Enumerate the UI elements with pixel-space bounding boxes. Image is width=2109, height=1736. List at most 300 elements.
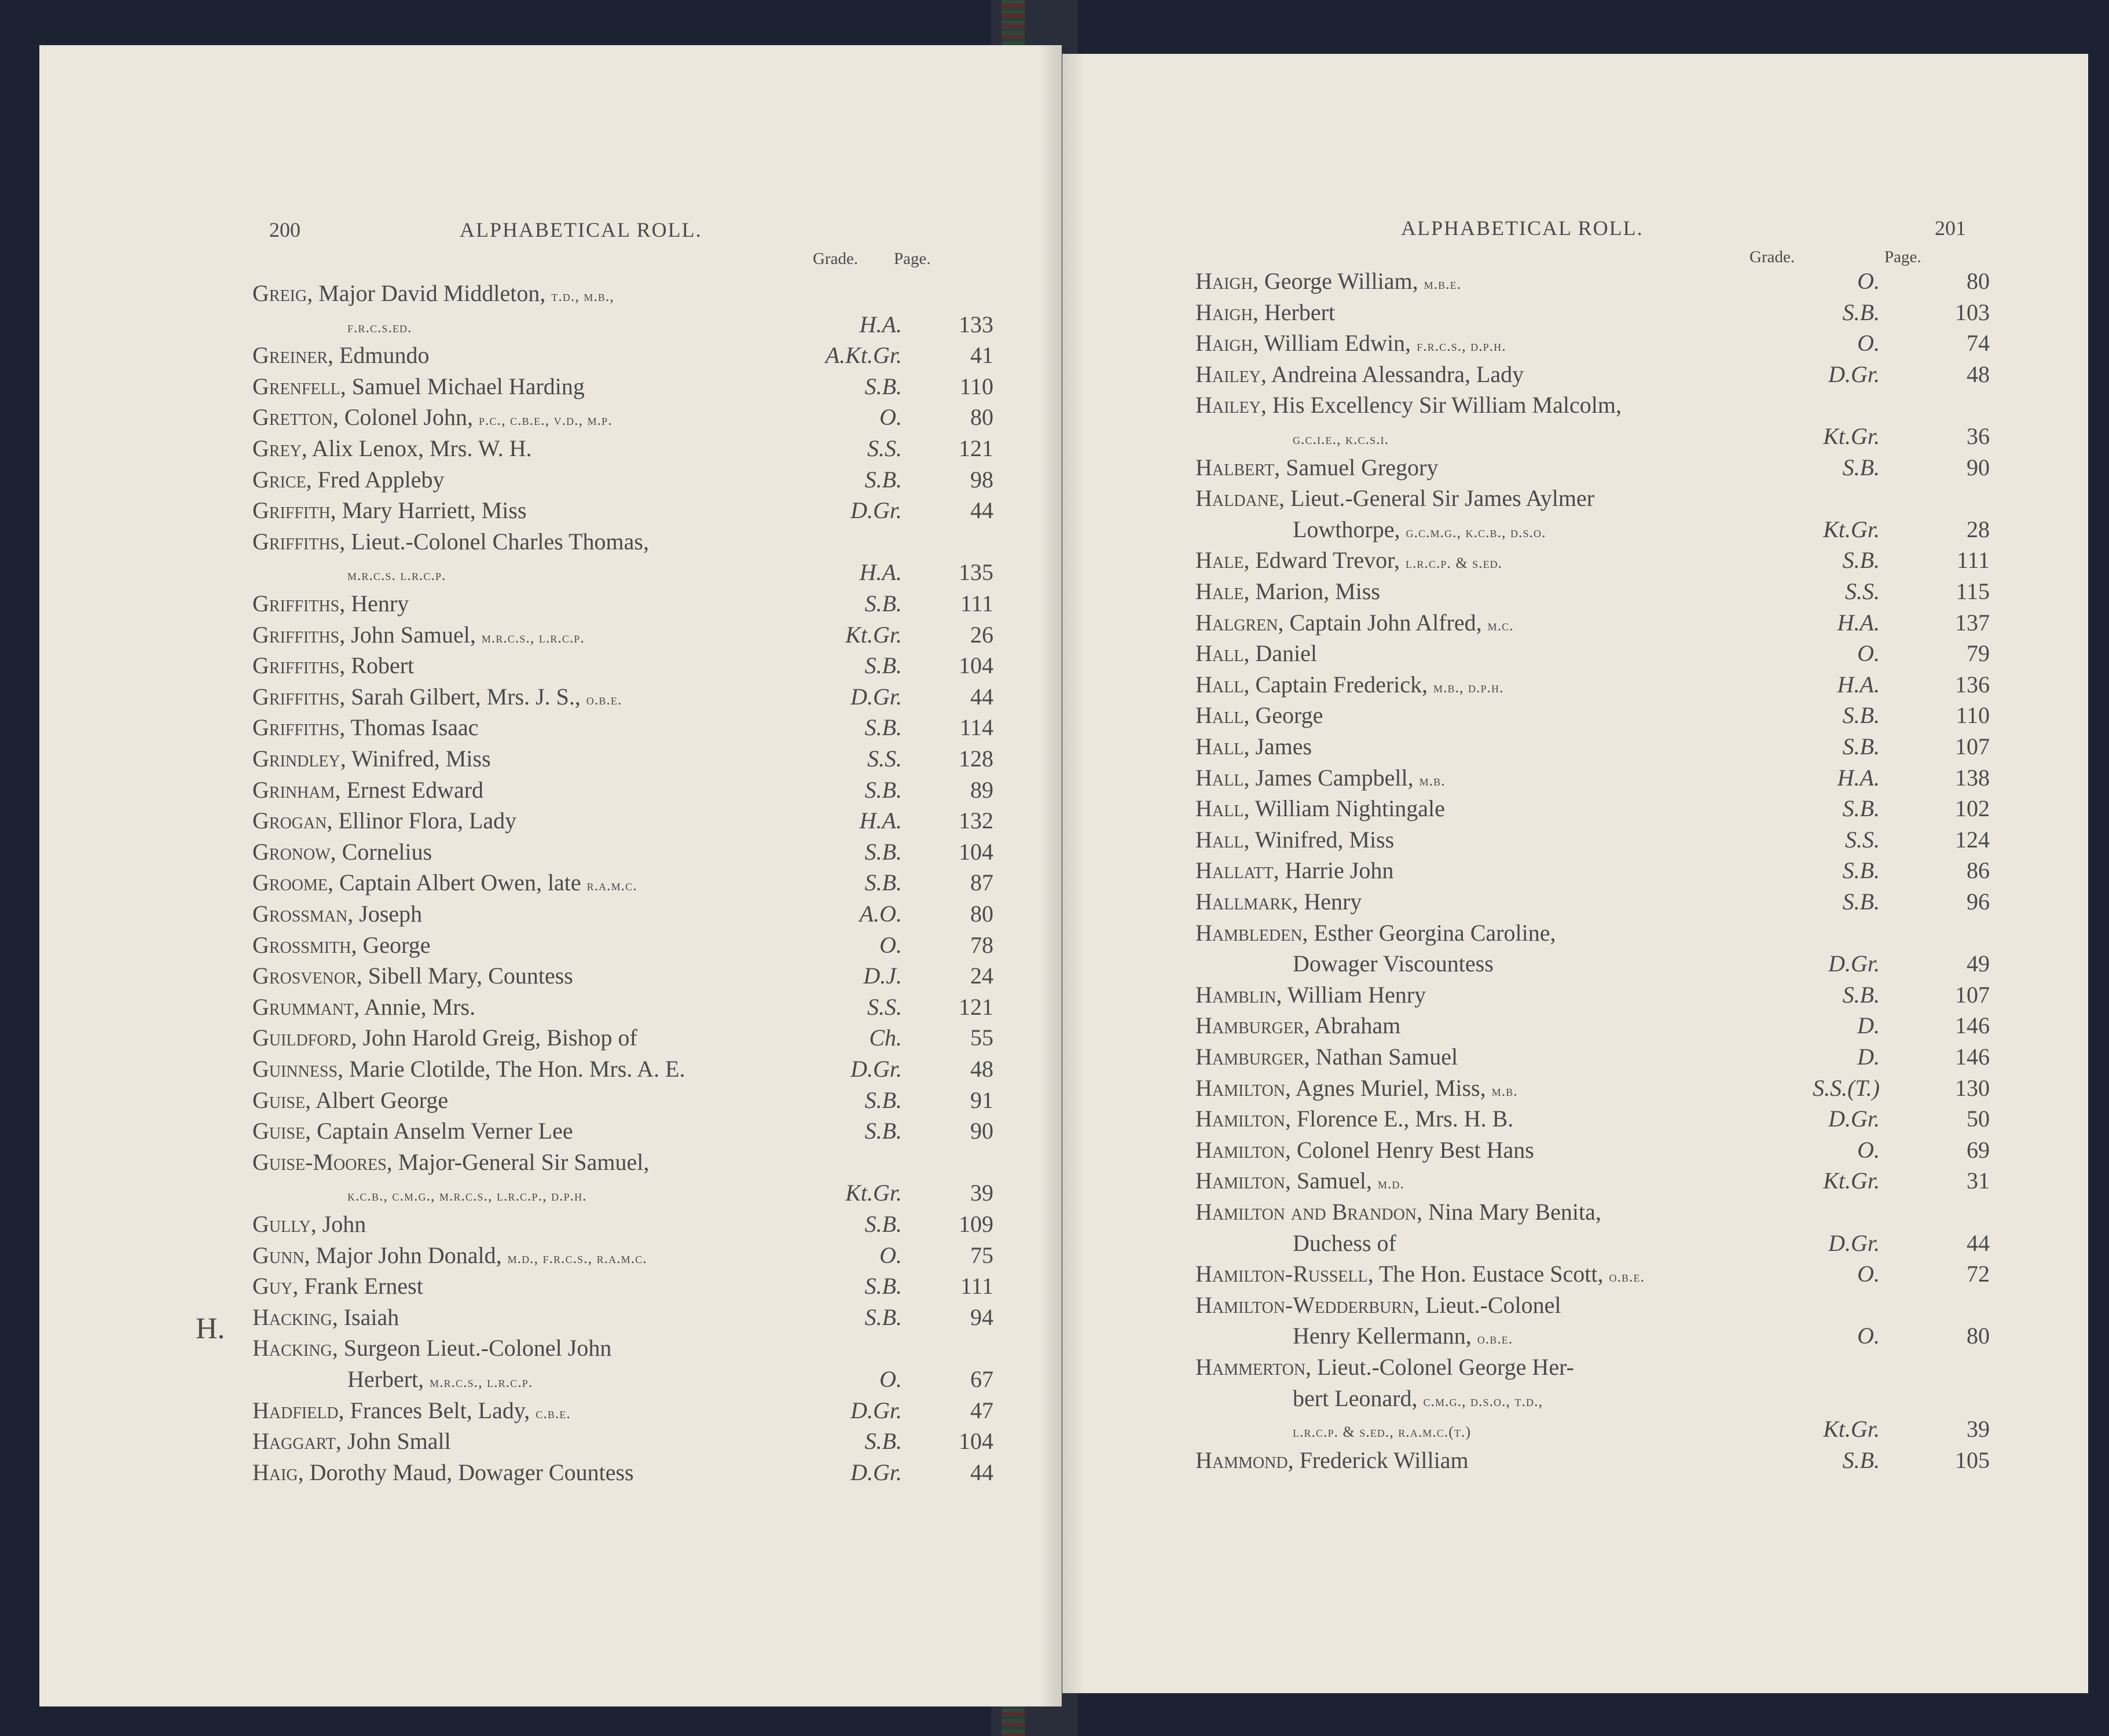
entry-qualifications: l.r.c.p. & s.ed. xyxy=(1405,555,1503,572)
entry-name xyxy=(252,992,475,1022)
entry-qualifications: m.c. xyxy=(1487,616,1514,634)
entry-row xyxy=(1062,700,2088,731)
entry-surname: Griffiths, xyxy=(252,528,346,555)
entry-row xyxy=(1062,328,2088,358)
entry-name xyxy=(1195,545,1502,578)
entry-page: 90 xyxy=(1967,454,1990,480)
entry-name xyxy=(1195,1010,1400,1041)
entry-surname: Hall, xyxy=(1195,795,1250,822)
entry-row xyxy=(1062,1165,2088,1196)
entry-grade: S.S. xyxy=(867,993,902,1020)
entry-page: 47 xyxy=(970,1397,993,1423)
entry-name xyxy=(1293,421,1389,454)
entry-given-names: Thomas Isaac xyxy=(345,714,479,741)
entry-grade: S.S. xyxy=(867,435,902,461)
entry-grade: S.B. xyxy=(1842,547,1880,574)
entry-given-names: William Henry xyxy=(1282,981,1426,1008)
entry-grade: S.B. xyxy=(1842,454,1880,480)
entry-page: 50 xyxy=(1967,1106,1990,1132)
entry-name xyxy=(1195,1197,1601,1227)
entry-row xyxy=(1062,359,2088,390)
entry-given-names: Henry Kellermann, xyxy=(1293,1323,1477,1349)
entry-grade: A.O. xyxy=(859,901,902,927)
entry-given-names: William Edwin, xyxy=(1258,330,1417,357)
entry-row xyxy=(39,309,1062,340)
entry-surname: Griffiths, xyxy=(252,621,346,648)
entry-given-names: Lieut.-Colonel George Her- xyxy=(1311,1354,1574,1380)
entry-qualifications: k.c.b., c.m.g., m.r.c.s., l.r.c.p., d.p.h. xyxy=(347,1187,587,1205)
entry-given-names: Marie Clotilde, The Hon. Mrs. A. E. xyxy=(343,1056,685,1082)
entry-given-names: Herbert, xyxy=(347,1366,430,1392)
entry-given-names: Cornelius xyxy=(336,838,432,865)
entry-surname: Guy, xyxy=(252,1273,299,1300)
entry-qualifications: m.b. xyxy=(1491,1082,1518,1099)
entry-name xyxy=(252,1054,685,1084)
entry-surname: Hall, xyxy=(1195,764,1250,791)
entry-row xyxy=(39,1177,1062,1208)
entry-surname: Haig, xyxy=(252,1459,304,1485)
entry-row xyxy=(1062,266,2088,296)
entry-name xyxy=(252,1395,571,1429)
entry-surname: Guise-Moores, xyxy=(252,1148,393,1175)
entry-row xyxy=(39,992,1062,1022)
entry-surname: Hamilton, xyxy=(1195,1168,1291,1194)
entry-page: 44 xyxy=(970,683,993,710)
entry-given-names: Winifred, Miss xyxy=(1249,826,1395,853)
entry-row xyxy=(39,712,1062,743)
entry-row xyxy=(1062,1320,2088,1351)
entry-name xyxy=(1195,762,1446,796)
entry-given-names: Samuel, xyxy=(1290,1168,1378,1194)
entry-given-names: Edmundo xyxy=(333,342,430,369)
entry-given-names: Esther Georgina Caroline, xyxy=(1308,919,1556,946)
entry-qualifications: g.c.i.e., k.c.s.i. xyxy=(1293,431,1389,447)
entry-grade: O. xyxy=(879,931,902,958)
entry-name xyxy=(1195,1135,1534,1165)
entry-surname: Grosvenor, xyxy=(252,963,362,989)
entry-name xyxy=(252,1271,423,1301)
entry-given-names: Samuel Michael Harding xyxy=(346,373,585,399)
entry-page: 132 xyxy=(959,808,993,834)
entry-given-names: Henry xyxy=(345,590,409,616)
entry-name xyxy=(252,495,527,526)
entry-page: 98 xyxy=(970,466,993,493)
entry-name xyxy=(252,1085,448,1115)
entry-page: 104 xyxy=(959,1428,993,1455)
entry-page: 44 xyxy=(970,1459,993,1485)
entry-given-names: Frank Ernest xyxy=(298,1273,423,1300)
entry-row xyxy=(39,464,1062,495)
entry-grade: S.B. xyxy=(1842,299,1880,325)
entry-name xyxy=(1195,1258,1645,1292)
entry-row xyxy=(1062,886,2088,917)
entry-grade: D.J. xyxy=(863,963,902,989)
entry-name xyxy=(252,1209,366,1239)
entry-page: 86 xyxy=(1967,857,1990,884)
entry-page: 109 xyxy=(959,1211,993,1237)
entry-name xyxy=(252,619,585,653)
entry-given-names: Sarah Gilbert, Mrs. J. S., xyxy=(345,683,586,710)
entry-qualifications: m.r.c.s., l.r.c.p. xyxy=(430,1374,533,1390)
entry-page: 128 xyxy=(959,746,993,772)
entry-name xyxy=(1195,979,1426,1010)
entry-grade: S.B. xyxy=(1842,889,1880,915)
entry-row xyxy=(1062,1073,2088,1103)
entry-grade: H.A. xyxy=(859,311,902,337)
entry-page: 80 xyxy=(970,901,993,927)
entry-surname: Greiner, xyxy=(252,342,333,369)
entry-row xyxy=(1062,1010,2088,1041)
entry-row xyxy=(1062,390,2088,420)
entry-grade: S.B. xyxy=(1842,733,1880,759)
entry-name xyxy=(1195,1445,1469,1476)
entry-name xyxy=(1195,297,1335,328)
entry-given-names: Samuel Gregory xyxy=(1280,454,1439,480)
entry-page: 107 xyxy=(1955,733,1990,759)
entry-surname: Hamilton, xyxy=(1195,1136,1291,1163)
entry-surname: Grogan, xyxy=(252,808,333,834)
entry-page: 133 xyxy=(959,311,993,337)
entry-given-names: Annie, Mrs. xyxy=(360,993,476,1020)
entry-page: 49 xyxy=(1967,950,1990,977)
entry-name xyxy=(252,1115,573,1146)
entry-row xyxy=(1062,762,2088,793)
entry-page: 39 xyxy=(1967,1416,1990,1443)
entry-grade: S.B. xyxy=(864,714,902,741)
entry-surname: Haldane, xyxy=(1195,485,1285,512)
entry-row xyxy=(39,588,1062,619)
entry-given-names: Daniel xyxy=(1249,640,1317,667)
entry-qualifications: o.b.e. xyxy=(1609,1268,1645,1286)
entry-grade: D.Gr. xyxy=(850,1397,902,1423)
entry-row xyxy=(39,371,1062,402)
entry-grade: S.B. xyxy=(1842,1447,1880,1473)
entry-page: 44 xyxy=(970,497,993,524)
entry-grade: O. xyxy=(1857,268,1880,294)
entry-surname: Gretton, xyxy=(252,404,339,431)
entry-page: 135 xyxy=(959,559,993,586)
entry-grade: S.B. xyxy=(864,466,902,493)
entry-surname: Haigh, xyxy=(1195,268,1259,294)
entry-name xyxy=(252,433,532,464)
entry-page: 146 xyxy=(1955,1044,1990,1070)
entry-name xyxy=(1293,1414,1471,1447)
entry-grade: S.B. xyxy=(864,1304,902,1330)
entry-name xyxy=(252,1426,451,1456)
entry-name xyxy=(252,1022,637,1053)
entry-page: 114 xyxy=(959,714,993,741)
entry-given-names: Major David Middleton, xyxy=(313,280,552,306)
entry-surname: Haggart, xyxy=(252,1428,342,1455)
entry-surname: Griffith, xyxy=(252,497,336,524)
entry-row xyxy=(39,340,1062,370)
entry-row xyxy=(39,867,1062,898)
entry-page: 103 xyxy=(1955,299,1990,325)
entry-grade: D.Gr. xyxy=(850,1459,902,1485)
entry-name xyxy=(252,402,612,435)
entry-name xyxy=(252,1457,634,1488)
entry-given-names: Agnes Muriel, Miss, xyxy=(1290,1074,1492,1101)
entry-name xyxy=(252,588,409,619)
entry-given-names: George William, xyxy=(1258,268,1424,294)
entry-name xyxy=(1195,638,1317,669)
entry-surname: Hamburger, xyxy=(1195,1044,1310,1070)
entry-grade: O. xyxy=(1857,1323,1880,1349)
entry-page: 94 xyxy=(970,1304,993,1330)
entry-surname: Hall, xyxy=(1195,733,1250,759)
entry-page: 80 xyxy=(1967,268,1990,294)
entry-page: 75 xyxy=(970,1242,993,1268)
entry-row xyxy=(39,898,1062,929)
entry-row xyxy=(39,433,1062,464)
entry-qualifications: m.r.c.s. l.r.c.p. xyxy=(347,567,446,584)
entry-given-names: Mary Harriett, Miss xyxy=(336,497,527,524)
page-number: 200 xyxy=(269,218,300,241)
entry-name xyxy=(1195,1041,1458,1072)
entry-surname: Haigh, xyxy=(1195,330,1259,357)
entry-name xyxy=(252,371,585,402)
entry-surname: Halbert, xyxy=(1195,454,1281,480)
entry-name xyxy=(1293,1320,1513,1354)
entry-surname: Guinness, xyxy=(252,1056,344,1082)
entry-surname: Grossman, xyxy=(252,901,354,927)
entry-grade: Kt.Gr. xyxy=(1823,423,1880,449)
entry-page: 80 xyxy=(970,404,993,431)
entry-row xyxy=(1062,1228,2088,1258)
entry-page: 107 xyxy=(1955,981,1990,1008)
entry-qualifications: t.d., m.b., xyxy=(551,288,614,304)
entry-surname: Griffiths, xyxy=(252,683,346,710)
entry-page: 91 xyxy=(970,1087,993,1113)
entry-grade: D. xyxy=(1857,1012,1880,1039)
entry-grade: A.Kt.Gr. xyxy=(825,342,902,369)
entry-page: 121 xyxy=(959,435,993,461)
entry-page: 44 xyxy=(1967,1229,1990,1256)
entry-page: 55 xyxy=(970,1025,993,1051)
entry-name xyxy=(1293,1228,1396,1258)
entry-name xyxy=(1195,855,1393,886)
entry-grade: O. xyxy=(1857,1136,1880,1163)
entry-given-names: Surgeon Lieut.-Colonel John xyxy=(338,1335,612,1361)
entry-name xyxy=(347,557,446,590)
entry-name xyxy=(1195,824,1394,855)
entry-row xyxy=(1062,979,2088,1010)
entry-given-names: Captain Frederick, xyxy=(1249,671,1434,698)
entry-page: 104 xyxy=(959,838,993,865)
entry-row xyxy=(39,526,1062,557)
entry-given-names: bert Leonard, xyxy=(1293,1385,1424,1411)
entry-surname: Hallmark, xyxy=(1195,889,1299,915)
entry-given-names: Fred Appleby xyxy=(311,466,445,493)
entry-given-names: Abraham xyxy=(1310,1012,1401,1039)
entry-surname: Hamblin, xyxy=(1195,981,1282,1008)
entry-given-names: Albert George xyxy=(311,1087,449,1113)
entry-given-names: Joseph xyxy=(353,901,423,927)
entry-name xyxy=(1195,886,1362,917)
entry-grade: S.B. xyxy=(864,838,902,865)
entry-page: 36 xyxy=(1967,423,1990,449)
entry-name xyxy=(252,898,422,929)
entry-given-names: Isaiah xyxy=(338,1304,399,1330)
entry-name xyxy=(252,712,479,743)
entry-surname: Hamilton, xyxy=(1195,1074,1291,1101)
entry-surname: Hall, xyxy=(1195,702,1250,729)
entry-row xyxy=(39,775,1062,805)
entry-surname: Hadfield, xyxy=(252,1397,344,1423)
entry-name xyxy=(1195,266,1461,299)
entry-name xyxy=(1195,359,1524,390)
entry-grade: S.B. xyxy=(1842,981,1880,1008)
entry-surname: Groome, xyxy=(252,869,334,896)
column-header-grade: Grade. xyxy=(1749,248,1795,266)
entry-name xyxy=(252,1302,399,1333)
entry-qualifications: f.r.c.s., d.p.h. xyxy=(1417,337,1506,355)
entry-surname: Hailey, xyxy=(1195,392,1267,419)
entry-name xyxy=(1195,917,1556,948)
entry-given-names: Florence E., Mrs. H. B. xyxy=(1290,1106,1514,1132)
entry-grade: H.A. xyxy=(1837,671,1880,698)
entry-grade: S.S. xyxy=(867,746,902,772)
entry-surname: Guise, xyxy=(252,1118,311,1144)
entry-page: 111 xyxy=(960,590,993,616)
entry-grade: D.Gr. xyxy=(1828,950,1880,977)
entry-grade: S.B. xyxy=(864,776,902,803)
entry-row xyxy=(39,743,1062,774)
entry-surname: Hall, xyxy=(1195,640,1250,667)
entry-name xyxy=(252,867,637,901)
entry-grade: O. xyxy=(879,1366,902,1392)
entry-name xyxy=(1293,514,1546,548)
entry-grade: S.B. xyxy=(864,1118,902,1144)
entry-name xyxy=(347,1364,533,1397)
entry-surname: Grummant, xyxy=(252,993,360,1020)
entry-row xyxy=(1062,607,2088,638)
entry-given-names: Ellinor Flora, Lady xyxy=(332,808,517,834)
entry-name xyxy=(252,805,516,836)
entry-surname: Hacking, xyxy=(252,1304,338,1330)
entry-row xyxy=(1062,1258,2088,1289)
entry-page: 89 xyxy=(970,776,993,803)
entry-surname: Hailey, xyxy=(1195,361,1267,387)
entry-page: 69 xyxy=(1967,1136,1990,1163)
entry-row xyxy=(1062,1135,2088,1165)
entry-row xyxy=(39,1457,1062,1488)
entry-name xyxy=(252,960,573,991)
entry-given-names: Robert xyxy=(345,652,415,679)
entry-row xyxy=(1062,1383,2088,1414)
entry-page: 146 xyxy=(1955,1012,1990,1039)
entry-row xyxy=(1062,824,2088,855)
entry-row xyxy=(1062,855,2088,886)
entry-given-names: James Campbell, xyxy=(1249,764,1420,791)
entry-qualifications: m.b. xyxy=(1419,772,1446,789)
column-header-page: Page. xyxy=(894,249,931,268)
entry-grade: S.S. xyxy=(1845,578,1880,604)
entry-name xyxy=(252,836,432,867)
entry-surname: Grinham, xyxy=(252,776,341,803)
entry-given-names: Marion, Miss xyxy=(1249,578,1380,604)
entry-page: 79 xyxy=(1967,640,1990,667)
entry-row xyxy=(39,1085,1062,1115)
entry-page: 104 xyxy=(959,652,993,679)
entry-name xyxy=(252,930,430,960)
entry-grade: S.B. xyxy=(1842,857,1880,884)
entry-name xyxy=(1293,948,1494,979)
entry-grade: D.Gr. xyxy=(1828,1106,1880,1132)
entry-page: 121 xyxy=(959,993,993,1020)
entry-row xyxy=(39,495,1062,526)
entry-surname: Hammond, xyxy=(1195,1447,1294,1473)
entry-row xyxy=(39,278,1062,309)
entry-name xyxy=(1195,1103,1513,1134)
entry-page: 137 xyxy=(1955,609,1990,636)
entry-grade: D. xyxy=(1857,1044,1880,1070)
entry-surname: Hamilton-Wedderburn, xyxy=(1195,1291,1420,1318)
entry-row xyxy=(1062,421,2088,452)
entry-given-names: Nina Mary Benita, xyxy=(1422,1199,1601,1225)
entry-row xyxy=(39,681,1062,712)
entry-qualifications: l.r.c.p. & s.ed., r.a.m.c.(t.) xyxy=(1293,1423,1472,1441)
entry-surname: Grey, xyxy=(252,435,307,461)
entry-name xyxy=(252,1147,649,1177)
entry-row xyxy=(39,402,1062,432)
entry-given-names: Winifred, Miss xyxy=(346,746,491,772)
entry-grade: O. xyxy=(1857,330,1880,357)
entry-qualifications: f.r.c.s.ed. xyxy=(347,318,412,336)
entry-page: 138 xyxy=(1955,764,1990,791)
entry-row xyxy=(39,1240,1062,1271)
entry-row xyxy=(1062,514,2088,545)
entry-page: 124 xyxy=(1955,826,1990,853)
entry-name xyxy=(1195,669,1504,703)
entry-grade: O. xyxy=(879,1242,902,1268)
entry-page: 136 xyxy=(1955,671,1990,698)
entry-row xyxy=(39,1302,1062,1333)
entry-row xyxy=(1062,483,2088,513)
entry-given-names: Andreina Alessandra, Lady xyxy=(1266,361,1524,387)
entry-name xyxy=(1195,700,1323,731)
section-letter: H. xyxy=(196,1312,225,1345)
entry-given-names: William Nightingale xyxy=(1249,795,1445,822)
entry-surname: Grenfell, xyxy=(252,373,346,399)
entry-page: 105 xyxy=(1955,1447,1990,1473)
entry-row xyxy=(39,1426,1062,1456)
entry-grade: S.B. xyxy=(864,1087,902,1113)
entry-grade: S.S.(T.) xyxy=(1813,1074,1880,1101)
entry-qualifications: g.c.m.g., k.c.b., d.s.o. xyxy=(1406,523,1546,541)
entry-surname: Hale, xyxy=(1195,578,1250,604)
entry-row xyxy=(1062,669,2088,700)
entry-row xyxy=(1062,793,2088,824)
entry-grade: H.A. xyxy=(859,808,902,834)
entry-row xyxy=(1062,545,2088,575)
entry-surname: Hammerton, xyxy=(1195,1354,1312,1380)
entry-surname: Griffiths, xyxy=(252,714,346,741)
entry-surname: Guise, xyxy=(252,1087,311,1113)
entry-row xyxy=(1062,948,2088,979)
entry-row xyxy=(39,1147,1062,1177)
entry-page: 39 xyxy=(970,1180,993,1206)
entry-grade: S.B. xyxy=(1842,795,1880,822)
entry-given-names: Dorothy Maud, Dowager Countess xyxy=(303,1459,634,1485)
entry-name xyxy=(1195,1352,1574,1382)
entry-grade: D.Gr. xyxy=(850,497,902,524)
entry-given-names: Nathan Samuel xyxy=(1310,1044,1458,1070)
entry-surname: Halgren, xyxy=(1195,609,1284,636)
entry-grade: Kt.Gr. xyxy=(1823,1168,1880,1194)
entry-page: 96 xyxy=(1967,889,1990,915)
entry-row xyxy=(39,1333,1062,1363)
